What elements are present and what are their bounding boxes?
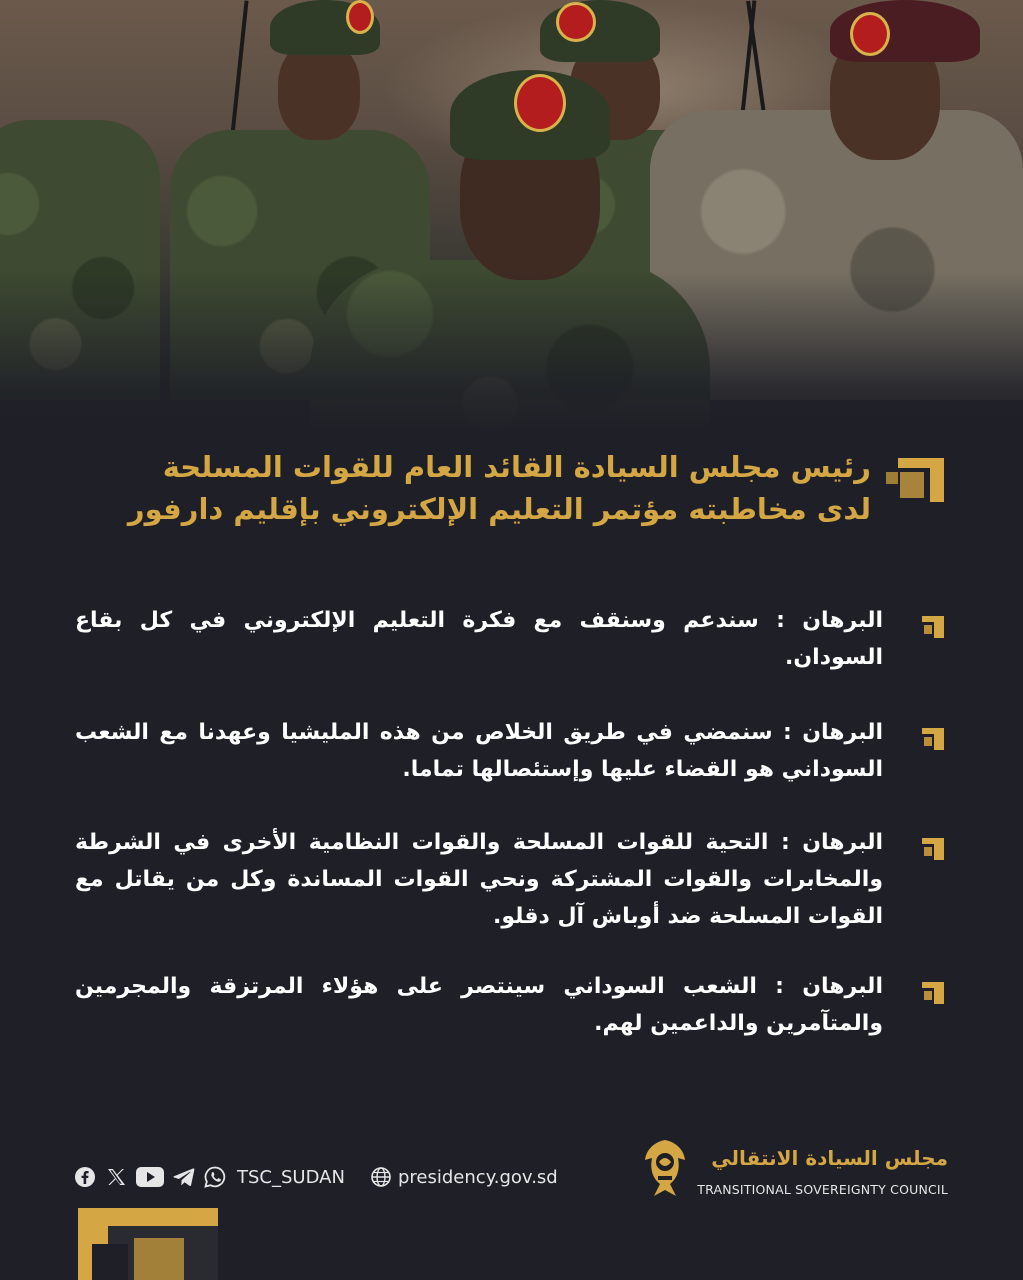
- headline-line-2: لدى مخاطبته مؤتمر التعليم الإلكتروني بإقليم دارفور: [127, 492, 871, 526]
- social-links: [74, 1162, 345, 1192]
- whatsapp-icon[interactable]: [204, 1166, 226, 1188]
- youtube-icon[interactable]: [136, 1166, 164, 1188]
- statement-text: البرهان : التحية للقوات المسلحة والقوات النظامية الأخرى في الشرطة والمخابرات والقوات المشتركة ونحي القوات المساندة وكل من يقاتل مع القوات المسلحة ضد أوباش آل دقلو.: [75, 830, 883, 929]
- hero-photo: [0, 0, 1023, 440]
- council-name-arabic: مجلس السيادة الانتقالي: [711, 1146, 948, 1170]
- headline-bracket-icon: [886, 458, 944, 502]
- globe-icon: [370, 1166, 392, 1188]
- website-link[interactable]: [370, 1162, 558, 1192]
- bullet-bracket-icon: [916, 982, 944, 1004]
- bullet-bracket-icon: [916, 838, 944, 860]
- x-icon[interactable]: [105, 1166, 127, 1188]
- statement-text: البرهان : سنمضي في طريق الخلاص من هذه المليشيا وعهدنا مع الشعب السوداني هو القضاء عليها وإستئصالها تماما.: [75, 720, 883, 782]
- council-logo: [640, 1138, 960, 1204]
- facebook-icon[interactable]: [74, 1166, 96, 1188]
- bullet-bracket-icon: [916, 728, 944, 750]
- telegram-icon[interactable]: [173, 1166, 195, 1188]
- secretary-bird-emblem-icon: [640, 1138, 690, 1200]
- council-name-english: TRANSITIONAL SOVEREIGNTY COUNCIL: [697, 1182, 948, 1197]
- bullet-bracket-icon: [916, 616, 944, 638]
- social-handle[interactable]: TSC_SUDAN: [237, 1166, 345, 1188]
- headline: [71, 446, 871, 530]
- headline-line-1: رئيس مجلس السيادة القائد العام للقوات المسلحة: [162, 450, 871, 484]
- brand-bracket-icon: [78, 1208, 218, 1280]
- statement-text: البرهان : سندعم وسنقف مع فكرة التعليم الإلكتروني في كل بقاع السودان.: [75, 608, 883, 670]
- website-url[interactable]: presidency.gov.sd: [398, 1166, 558, 1188]
- statement-text: البرهان : الشعب السوداني سينتصر على هؤلاء المرتزقة والمجرمين والمتآمرين والداعمين لهم.: [75, 974, 883, 1036]
